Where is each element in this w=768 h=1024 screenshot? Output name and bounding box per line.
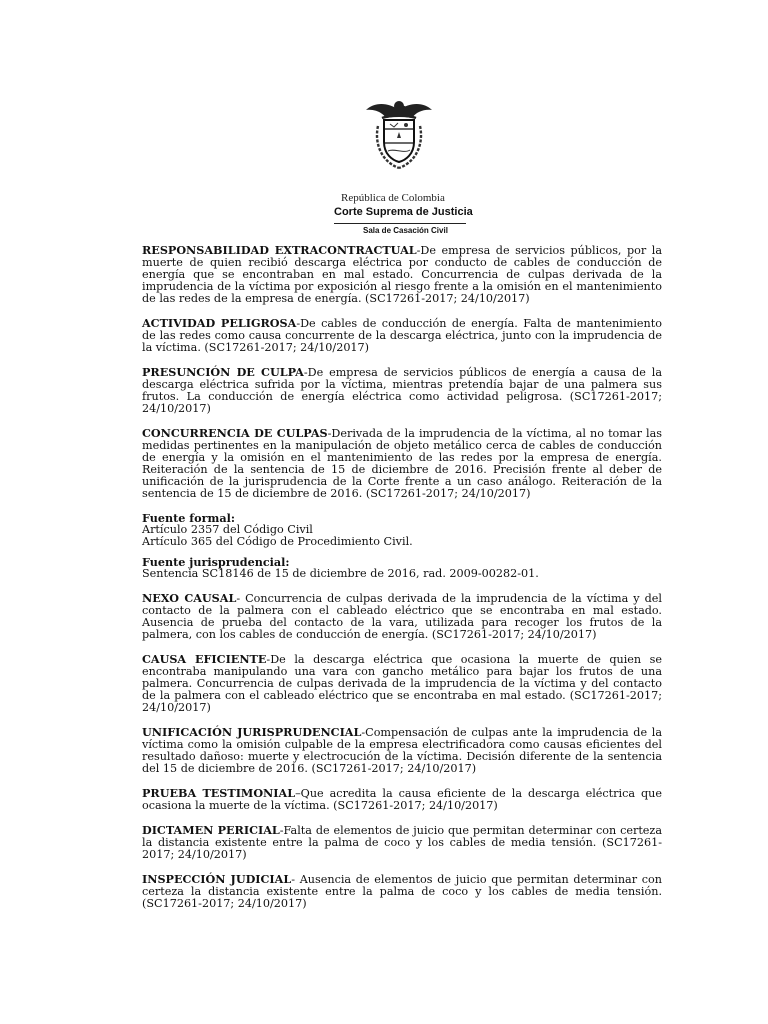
section-title: CAUSA EFICIENTE	[142, 652, 267, 666]
section-text: -De la descarga eléctrica que ocasiona la muerte de quien se encontraba manipulando una vara con gancho metálico para bajar los frutos de una palmera. Concurrencia de culpas derivada de la imprudencia de la víctima y del contacto de la palmera con el cableado eléctrico que se encontraba en mal estado. (SC17261-2017; 24/10/2017)	[142, 653, 662, 714]
section-title: PRESUNCIÓN DE CULPA	[142, 365, 304, 379]
section-causa-eficiente	[142, 653, 662, 714]
section-title: CONCURRENCIA DE CULPAS	[142, 426, 328, 440]
section-presuncion	[142, 366, 662, 415]
section-inspeccion-judicial	[142, 873, 662, 910]
fuente-formal-line: Artículo 365 del Código de Procedimiento Civil.	[142, 535, 413, 548]
section-text: –Que acredita la causa eficiente de la descarga eléctrica que ocasiona la muerte de la víctima. (SC17261-2017; 24/10/2017)	[142, 787, 662, 812]
section-title: INSPECCIÓN JUDICIAL	[142, 872, 292, 886]
section-actividad	[142, 317, 662, 354]
section-responsabilidad	[142, 244, 662, 305]
fuente-jurisprudencial-title: Fuente jurisprudencial:	[142, 555, 290, 569]
header-divider	[334, 223, 466, 224]
section-dictamen-pericial	[142, 824, 662, 861]
section-prueba-testimonial	[142, 787, 662, 812]
fuente-formal-title: Fuente formal:	[142, 511, 235, 525]
section-text: - Concurrencia de culpas derivada de la imprudencia de la víctima y del contacto de la palmera con el cableado eléctrico que se encontraba en mal estado. Ausencia de prueba del contacto de la vara, utilizada para recoger los frutos de la palmera, con los cables de conducción de energía. (SC17261-2017; 24/10/2017)	[142, 592, 662, 641]
section-title: ACTIVIDAD PELIGROSA	[142, 316, 297, 330]
section-title: UNIFICACIÓN JURISPRUDENCIAL	[142, 725, 362, 739]
fuente-jurisprudencial-line: Sentencia SC18146 de 15 de diciembre de 2016, rad. 2009-00282-01.	[142, 567, 539, 580]
fuente-jurisprudencial	[142, 556, 662, 580]
sala-label: Sala de Casación Civil	[363, 226, 448, 235]
section-nexo-causal	[142, 592, 662, 641]
document-body	[142, 244, 662, 922]
colombia-coat-of-arms-icon	[364, 96, 434, 176]
corte-label: Corte Suprema de Justicia	[334, 206, 473, 218]
section-concurrencia	[142, 427, 662, 500]
document-header	[0, 96, 768, 241]
section-text: -De cables de conducción de energía. Falta de mantenimiento de las redes como causa concurrente de la descarga eléctrica, junto con la imprudencia de la víctima. (SC17261-2017; 24/10/2017)	[142, 317, 662, 354]
section-unificacion	[142, 726, 662, 775]
section-text: -De empresa de servicios públicos de energía a causa de la descarga eléctrica sufrida por la víctima, mientras pretendía bajar de una palmera sus frutos. La conducción de energía eléctrica como actividad peligrosa. (SC17261-2017; 24/10/2017)	[142, 366, 662, 415]
section-text: -Compensación de culpas ante la imprudencia de la víctima como la omisión culpable de la empresa electrificadora como causas eficientes del resultado dañoso: muerte y electrocución de la víctima. Decisión diferente de la sentencia del 15 de diciembre de 2016. (SC17261-2017; 24/10/2017)	[142, 726, 662, 775]
section-text: -Falta de elementos de juicio que permitan determinar con certeza la distancia existente entre la palma de coco y los cables de media tensión. (SC17261-2017; 24/10/2017)	[142, 824, 662, 861]
section-title: NEXO CAUSAL	[142, 591, 237, 605]
section-text: -De empresa de servicios públicos, por la muerte de quien recibió descarga eléctrica por conducto de cables de conducción de energía que se encontraban en mal estado. Concurrencia de culpas derivada de la imprudencia de la víctima por exposición al riesgo frente a la omisión en el mantenimiento de las redes de la empresa de energía. (SC17261-2017; 24/10/2017)	[142, 244, 662, 305]
section-text: - Ausencia de elementos de juicio que permitan determinar con certeza la distancia existente entre la palma de coco y los cables de media tensión. (SC17261-2017; 24/10/2017)	[142, 873, 662, 910]
republica-label: República de Colombia	[341, 192, 445, 204]
section-title: DICTAMEN PERICIAL	[142, 823, 280, 837]
section-title: RESPONSABILIDAD EXTRACONTRACTUAL	[142, 243, 417, 257]
section-title: PRUEBA TESTIMONIAL	[142, 786, 296, 800]
fuente-formal-line: Artículo 2357 del Código Civil	[142, 523, 313, 536]
section-text: -Derivada de la imprudencia de la víctima, al no tomar las medidas pertinentes en la manipulación de objeto metálico cerca de cables de conducción de energía y la omisión en el mantenimiento de las redes por la empresa de energía. Reiteración de la sentencia de 15 de diciembre de 2016. Precisión frente al deber de unificación de la jurisprudencia de la Corte frente a un caso análogo. Reiteración de la sentencia de 15 de diciembre de 2016. (SC17261-2017; 24/10/2017)	[142, 427, 662, 500]
fuente-formal	[142, 512, 662, 548]
